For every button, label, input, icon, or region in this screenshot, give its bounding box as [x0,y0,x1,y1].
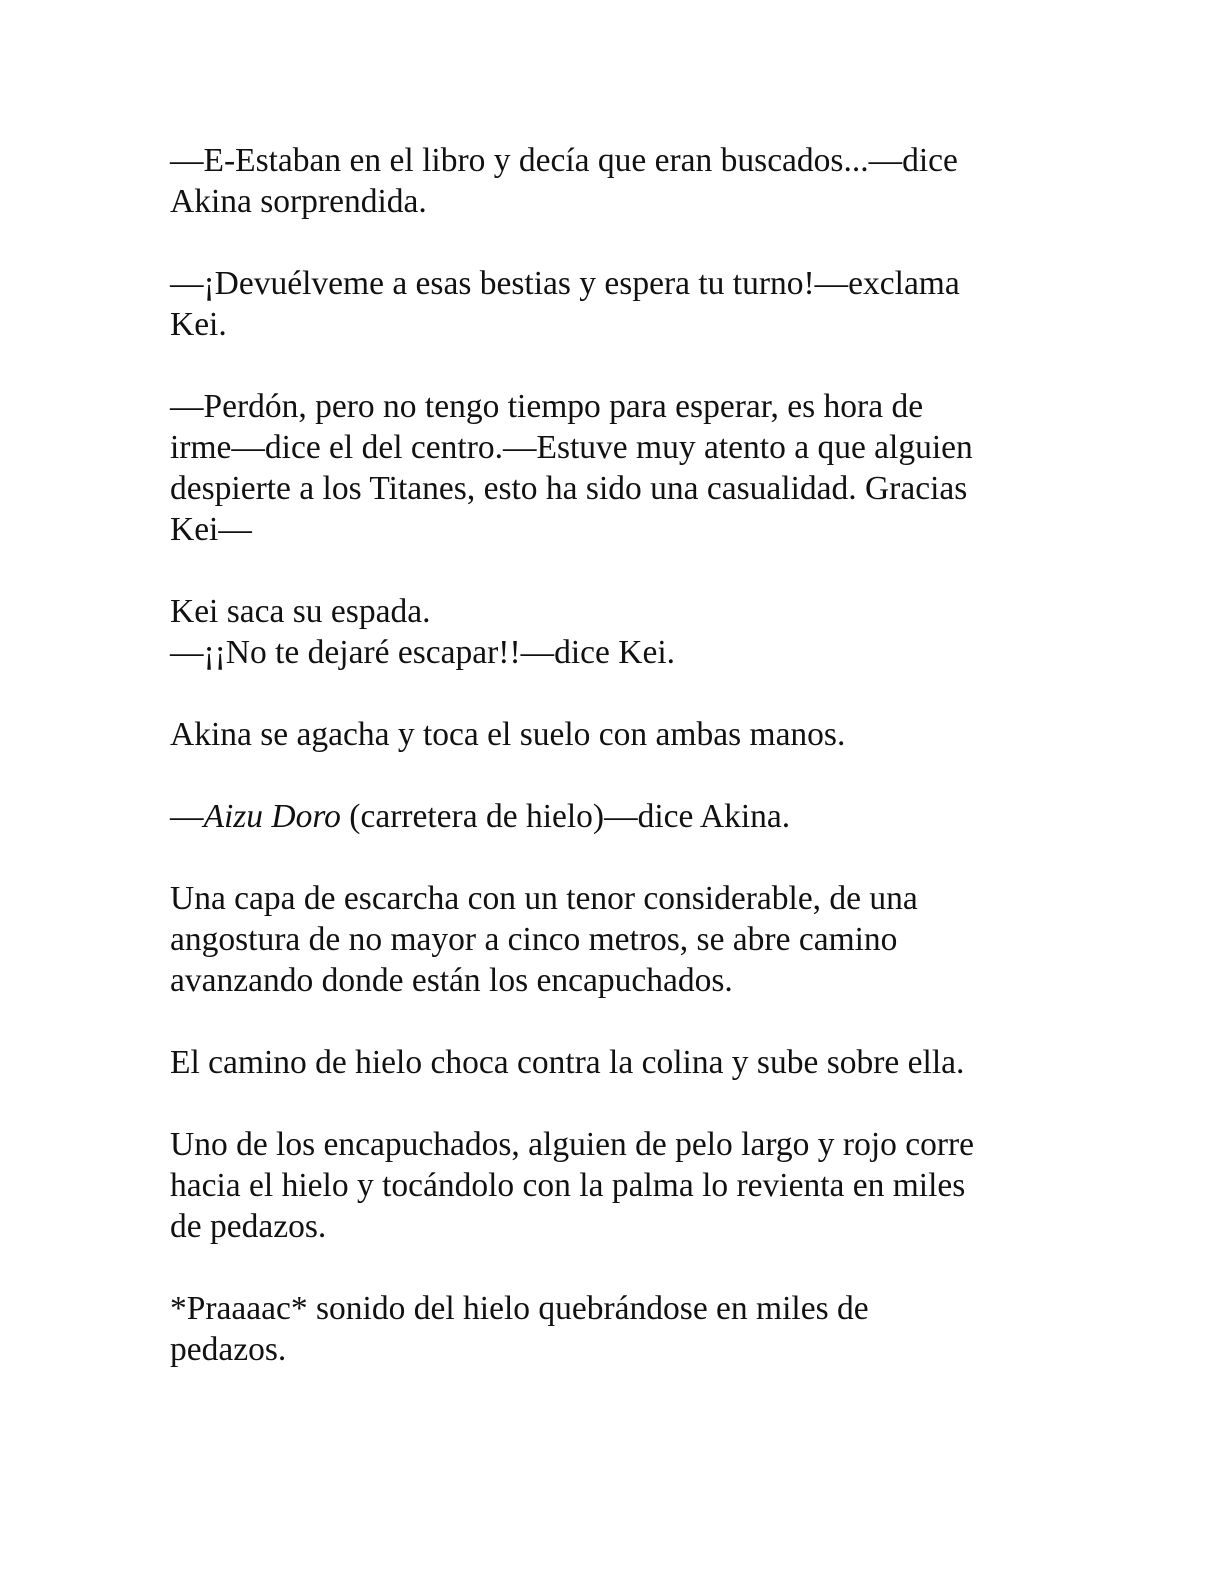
text-run: (carretera de hielo)—dice Akina. [340,798,791,835]
text-line: Kei. [170,306,227,343]
text-line: avanzando donde están los encapuchados. [170,962,733,999]
text-line: de pedazos. [170,1208,327,1245]
paragraph [170,263,1050,345]
document-page [170,140,1050,1411]
paragraph [170,386,1050,550]
text-line: angostura de no mayor a cinco metros, se abre camino [170,921,898,958]
text-line: Kei— [170,511,252,548]
paragraph [170,878,1050,1001]
italic-term: Aizu Doro [203,798,341,835]
text-line-mixed [170,796,1050,837]
text-run: — [170,798,204,835]
paragraph [170,714,1050,755]
text-line: hacia el hielo y tocándolo con la palma lo revienta en miles [170,1167,966,1204]
text-line: *Praaaac* sonido del hielo quebrándose en miles de [170,1290,869,1327]
text-line: Akina sorprendida. [170,183,427,220]
text-line: Uno de los encapuchados, alguien de pelo largo y rojo corre [170,1126,975,1163]
text-line: despierte a los Titanes, esto ha sido una casualidad. Gracias [170,470,968,507]
text-line: —Perdón, pero no tengo tiempo para esperar, es hora de [170,388,924,425]
paragraph [170,1124,1050,1247]
paragraph [170,1042,1050,1083]
text-line: Kei saca su espada. [170,593,431,630]
text-line: El camino de hielo choca contra la colina y sube sobre ella. [170,1044,965,1081]
text-line: pedazos. [170,1331,287,1368]
text-line: Una capa de escarcha con un tenor considerable, de una [170,880,918,917]
text-line: irme—dice el del centro.—Estuve muy atento a que alguien [170,429,973,466]
text-line: Akina se agacha y toca el suelo con ambas manos. [170,716,846,753]
text-line: —E-Estaban en el libro y decía que eran buscados...—dice [170,142,958,179]
text-line: —¡Devuélveme a esas bestias y espera tu turno!—exclama [170,265,960,302]
paragraph [170,1288,1050,1370]
paragraph [170,591,1050,673]
paragraph [170,140,1050,222]
text-line: —¡¡No te dejaré escapar!!—dice Kei. [170,634,676,671]
paragraph [170,796,1050,837]
